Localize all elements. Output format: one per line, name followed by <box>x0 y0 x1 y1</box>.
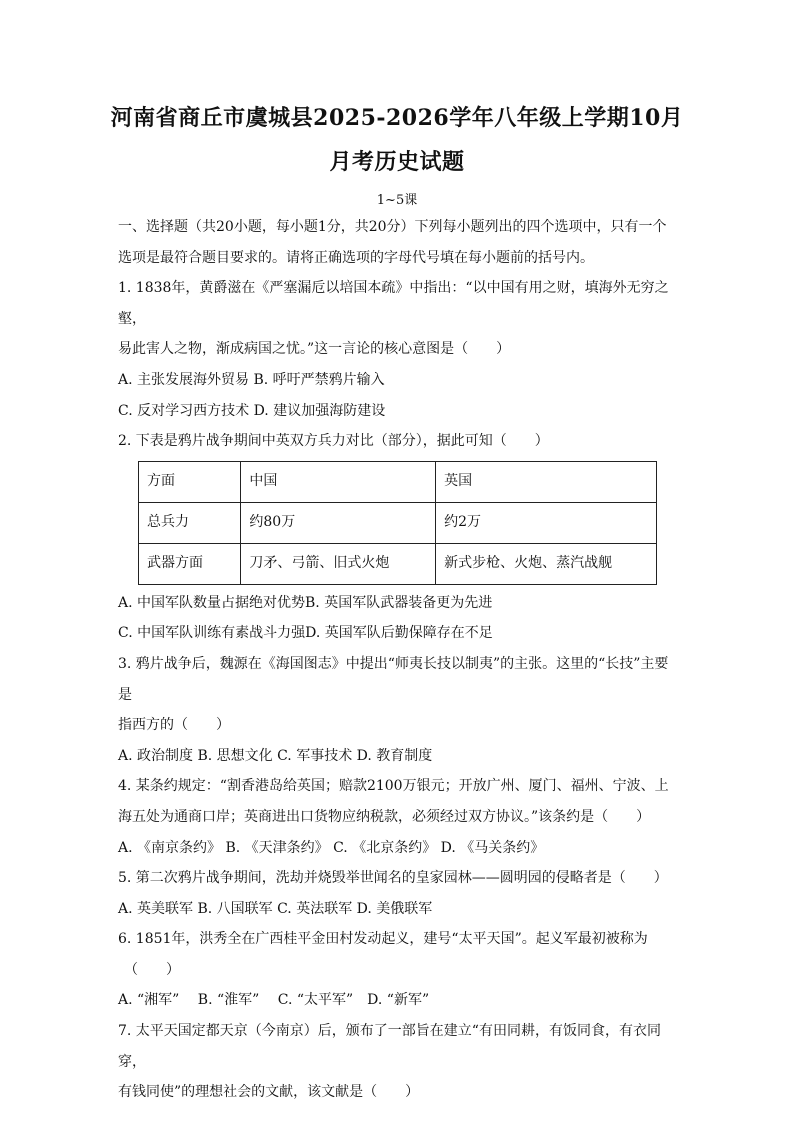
table-row <box>139 461 657 502</box>
table-row <box>139 502 657 543</box>
question-7-line1: 7. 太平天国定都天京（今南京）后，颁布了一部旨在建立“有田同耕，有饭同食，有衣同穿， <box>118 1023 661 1070</box>
question-5-stem: 5. 第二次鸦片战争期间，洗劫并烧毁举世闻名的皇家园林——圆明园的侵略者是（ ） <box>118 870 668 887</box>
question-1-options-cd: C. 反对学习西方技术 D. 建议加强海防建设 <box>118 402 386 419</box>
table-cell: 方面 <box>139 461 241 502</box>
table-cell: 约80万 <box>241 502 436 543</box>
question-3-options: A. 政治制度 B. 思想文化 C. 军事技术 D. 教育制度 <box>118 747 433 764</box>
section-instruction-line2: 选项是最符合题目要求的。请将正确选项的字母代号填在每小题前的括号内。 <box>118 249 594 266</box>
question-2-options-cd: C. 中国军队训练有素战斗力强D. 英国军队后勤保障存在不足 <box>118 625 493 642</box>
force-comparison-table <box>138 461 657 585</box>
exam-title-line2: 月考历史试题 <box>329 149 465 175</box>
question-4-line1: 4. 某条约规定：“割香港岛给英国；赔款2100万银元；开放广州、厦门、福州、宁波、上 <box>118 778 669 795</box>
question-4-options: A. 《南京条约》 B. 《天津条约》 C. 《北京条约》 D. 《马关条约》 <box>118 839 545 856</box>
table-row <box>139 543 657 584</box>
question-3-line2: 指西方的（ ） <box>118 717 230 734</box>
question-5-options: A. 英美联军 B. 八国联军 C. 英法联军 D. 美俄联军 <box>118 900 433 917</box>
question-6-line1: 6. 1851年，洪秀全在广西桂平金田村发动起义，建号“太平天国”。起义军最初被称为 <box>118 931 648 948</box>
exam-title-line1: 河南省商丘市虞城县2025-2026学年八年级上学期10月 <box>110 105 684 131</box>
question-1-options-ab: A. 主张发展海外贸易 B. 呼吁严禁鸦片输入 <box>118 371 385 388</box>
question-6-line2: （ ） <box>124 961 180 978</box>
table-cell: 中国 <box>241 461 436 502</box>
table-cell: 约2万 <box>436 502 657 543</box>
question-4-line2: 海五处为通商口岸；英商进出口货物应纳税款，必须经过双方协议。”该条约是（ ） <box>118 808 651 825</box>
question-2-stem: 2. 下表是鸦片战争期间中英双方兵力对比（部分），据此可知（ ） <box>118 433 549 450</box>
table-cell: 武器方面 <box>139 543 241 584</box>
question-7-line2: 有钱同使”的理想社会的文献，该文献是（ ） <box>118 1084 420 1101</box>
lesson-scope: 1~5课 <box>376 193 418 208</box>
table-cell: 英国 <box>436 461 657 502</box>
question-6-options: A. “湘军” B. “淮军” C. “太平军” D. “新军” <box>118 992 430 1009</box>
question-1-line1: 1. 1838年，黄爵滋在《严塞漏卮以培国本疏》中指出：“以中国有用之财，填海外无穷之壑， <box>118 280 669 327</box>
table-cell: 刀矛、弓箭、旧式火炮 <box>241 543 436 584</box>
table-cell: 新式步枪、火炮、蒸汽战舰 <box>436 543 657 584</box>
question-1-line2: 易此害人之物，渐成病国之忧。”这一言论的核心意图是（ ） <box>118 341 511 358</box>
table-cell: 总兵力 <box>139 502 241 543</box>
section-instruction-line1: 一、选择题（共20小题，每小题1分，共20分）下列每小题列出的四个选项中，只有一个 <box>118 219 667 235</box>
exam-content <box>118 212 678 1108</box>
question-2-options-ab: A. 中国军队数量占据绝对优势B. 英国军队武器装备更为先进 <box>118 594 493 611</box>
question-3-line1: 3. 鸦片战争后，魏源在《海国图志》中提出“师夷长技以制夷”的主张。这里的“长技”主要是 <box>118 655 669 703</box>
